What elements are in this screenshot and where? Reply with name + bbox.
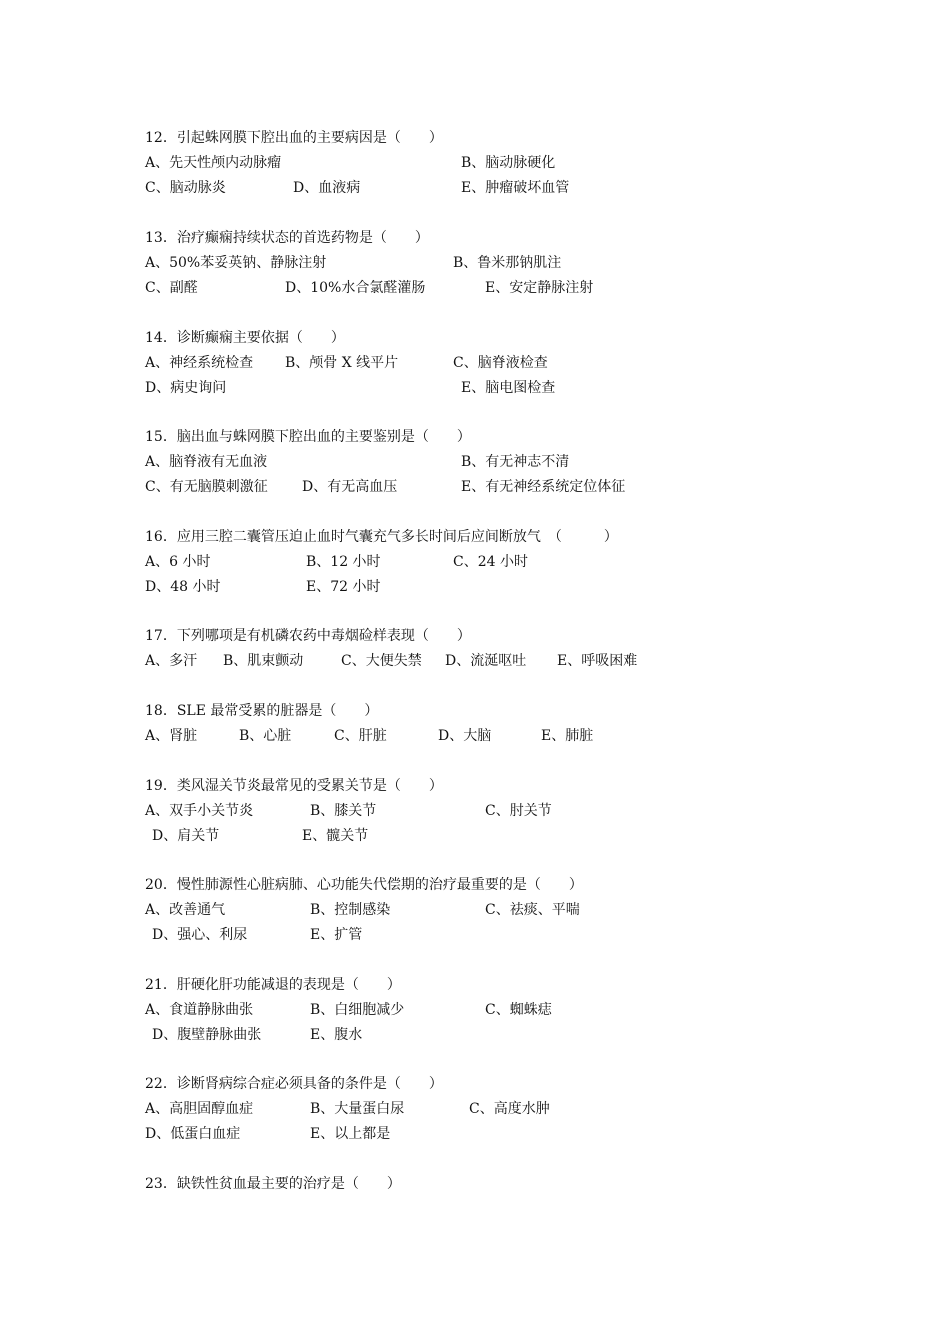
option-row	[145, 251, 845, 276]
question-20	[145, 873, 845, 948]
question-14	[145, 326, 845, 401]
option-row	[145, 276, 845, 301]
option-d: D、流涎呕吐	[445, 653, 527, 669]
question-13	[145, 226, 845, 301]
option-d: D、低蛋白血症	[145, 1126, 241, 1142]
question-18	[145, 699, 845, 749]
option-a: A、改善通气	[145, 902, 226, 918]
option-c: C、蜘蛛痣	[485, 1002, 552, 1018]
option-row	[145, 923, 845, 948]
option-row	[145, 724, 845, 749]
question-stem	[145, 1072, 845, 1097]
question-stem	[145, 326, 845, 351]
option-b: B、控制感染	[310, 902, 391, 918]
option-a: A、6 小时	[145, 554, 211, 570]
option-d: D、腹壁静脉曲张	[152, 1027, 262, 1043]
option-a: A、双手小关节炎	[145, 803, 254, 819]
option-a: A、高胆固醇血症	[145, 1101, 254, 1117]
option-c: C、副醛	[145, 280, 198, 296]
question-stem	[145, 126, 845, 151]
question-text: 下列哪项是有机磷农药中毒烟硷样表现（ ）	[176, 628, 471, 644]
question-number: 16．	[145, 529, 177, 545]
option-b: B、颅骨 X 线平片	[285, 355, 399, 371]
option-row	[145, 1097, 845, 1122]
question-stem	[145, 624, 845, 649]
option-row	[145, 475, 845, 500]
question-stem	[145, 873, 845, 898]
question-stem	[145, 226, 845, 251]
option-row	[145, 151, 845, 176]
option-row	[145, 824, 845, 849]
option-e: E、肿瘤破坏血管	[461, 180, 570, 196]
question-number: 12．	[145, 130, 177, 146]
option-c: C、脑动脉炎	[145, 180, 226, 196]
option-d: D、血液病	[293, 180, 361, 196]
option-e: E、肺脏	[541, 728, 594, 744]
option-c: C、高度水肿	[469, 1101, 550, 1117]
option-e: E、安定静脉注射	[485, 280, 594, 296]
question-21	[145, 973, 845, 1048]
question-text: 类风湿关节炎最常见的受累关节是（ ）	[176, 778, 443, 794]
option-a: A、肾脏	[145, 728, 198, 744]
option-a: A、食道静脉曲张	[145, 1002, 254, 1018]
option-row	[145, 998, 845, 1023]
question-number: 15．	[145, 429, 177, 445]
question-text: SLE 最常受累的脏器是（ ）	[176, 703, 379, 719]
option-b: B、肌束颤动	[223, 653, 304, 669]
question-stem	[145, 425, 845, 450]
question-text: 诊断肾病综合症必须具备的条件是（ ）	[176, 1076, 443, 1092]
question-text: 治疗癫痫持续状态的首选药物是（ ）	[176, 230, 429, 246]
option-c: C、脑脊液检查	[453, 355, 548, 371]
option-d: D、10%水合氯醛灌肠	[285, 280, 426, 296]
option-b: B、心脏	[239, 728, 292, 744]
option-b: B、大量蛋白尿	[310, 1101, 405, 1117]
option-row	[145, 898, 845, 923]
question-number: 17．	[145, 628, 177, 644]
question-22	[145, 1072, 845, 1147]
question-text: 脑出血与蛛网膜下腔出血的主要鉴别是（ ）	[176, 429, 471, 445]
question-number: 20．	[145, 877, 177, 893]
option-row	[145, 575, 845, 600]
option-c: C、大便失禁	[341, 653, 422, 669]
option-a: A、脑脊液有无血液	[145, 454, 268, 470]
question-text: 肝硬化肝功能减退的表现是（ ）	[176, 977, 401, 993]
question-text: 诊断癫痫主要依据（ ）	[176, 330, 345, 346]
option-row	[145, 351, 845, 376]
option-row	[145, 550, 845, 575]
question-16	[145, 525, 845, 600]
option-row	[145, 799, 845, 824]
option-e: E、脑电图检查	[461, 380, 556, 396]
question-stem	[145, 774, 845, 799]
option-a: A、神经系统检查	[145, 355, 254, 371]
question-stem	[145, 699, 845, 724]
question-17	[145, 624, 845, 674]
question-number: 19．	[145, 778, 177, 794]
option-row	[145, 376, 845, 401]
option-c: C、24 小时	[453, 554, 528, 570]
question-stem	[145, 973, 845, 998]
option-a: A、多汗	[145, 653, 198, 669]
question-number: 18．	[145, 703, 177, 719]
option-row	[145, 1122, 845, 1147]
option-e: E、腹水	[310, 1027, 363, 1043]
question-text: 缺铁性贫血最主要的治疗是（ ）	[176, 1176, 401, 1192]
option-d: D、强心、利尿	[152, 927, 248, 943]
option-b: B、有无神志不清	[461, 454, 570, 470]
option-b: B、脑动脉硬化	[461, 155, 556, 171]
option-a: A、50%苯妥英钠、静脉注射	[145, 255, 327, 271]
question-number: 23．	[145, 1176, 177, 1192]
option-row	[145, 176, 845, 201]
option-b: B、鲁米那钠肌注	[453, 255, 562, 271]
question-text: 引起蛛网膜下腔出血的主要病因是（ ）	[176, 130, 443, 146]
option-c: C、肘关节	[485, 803, 552, 819]
question-stem	[145, 1172, 845, 1197]
option-e: E、以上都是	[310, 1126, 391, 1142]
option-c: C、有无脑膜刺激征	[145, 479, 268, 495]
option-row	[145, 450, 845, 475]
option-row	[145, 1023, 845, 1048]
question-number: 14．	[145, 330, 177, 346]
question-text: 慢性肺源性心脏病肺、心功能失代偿期的治疗最重要的是（ ）	[176, 877, 583, 893]
option-e: E、72 小时	[306, 579, 381, 595]
option-d: D、病史询问	[145, 380, 227, 396]
option-b: B、白细胞减少	[310, 1002, 405, 1018]
question-number: 22．	[145, 1076, 177, 1092]
option-d: D、肩关节	[152, 828, 220, 844]
question-23	[145, 1172, 845, 1197]
option-d: D、有无高血压	[302, 479, 398, 495]
question-12	[145, 126, 845, 201]
option-row	[145, 649, 845, 674]
option-c: C、肝脏	[334, 728, 387, 744]
question-15	[145, 425, 845, 500]
question-19	[145, 774, 845, 849]
option-d: D、48 小时	[145, 579, 221, 595]
option-b: B、12 小时	[306, 554, 381, 570]
option-e: E、扩管	[310, 927, 363, 943]
option-a: A、先天性颅内动脉瘤	[145, 155, 282, 171]
question-text: 应用三腔二囊管压迫止血时气囊充气多长时间后应间断放气 （ ）	[176, 529, 618, 545]
question-stem	[145, 525, 845, 550]
option-e: E、有无神经系统定位体征	[461, 479, 626, 495]
question-number: 13．	[145, 230, 177, 246]
option-e: E、髋关节	[302, 828, 369, 844]
option-d: D、大脑	[438, 728, 492, 744]
option-e: E、呼吸困难	[557, 653, 638, 669]
question-number: 21．	[145, 977, 177, 993]
option-b: B、膝关节	[310, 803, 377, 819]
option-c: C、祛痰、平喘	[485, 902, 580, 918]
